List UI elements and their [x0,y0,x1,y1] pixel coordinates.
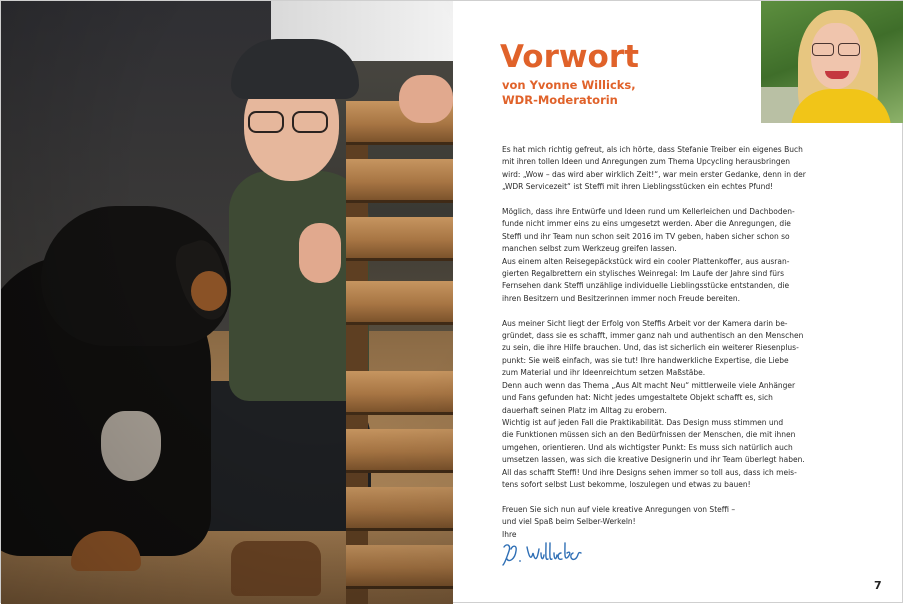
foreword-body [502,144,820,541]
text-line: Wichtig ist auf jeden Fall die Praktikabilität. Das Design muss stimmen und [502,417,784,427]
text-line: Es hat mich richtig gefreut, als ich hörte, dass Stefanie Treiber ein eigenes Buch [502,145,803,154]
text-line: Freuen Sie sich nun auf viele kreative Anregungen von Steffi – [502,504,736,514]
handwritten-signature [501,539,601,569]
paragraph [502,318,820,492]
text-line: dauerhaft seinen Platz im Alltag zu erobern. [502,405,667,415]
portrait-glasses [809,43,863,57]
closing-lines [502,504,820,541]
page-number: 7 [874,579,882,592]
paragraph [502,206,820,305]
photo-vignette [1,1,453,604]
text-line: mit ihren tollen Ideen und Anregungen zum Thema Upcycling herausbringen [502,157,790,167]
text-line: und viel Spaß beim Selber-Werkeln! [502,517,636,527]
woman-dog-crate-photo [1,1,453,604]
text-line: gierten Regalbrettern ein stylisches Weinregal: Im Laufe der Jahre sind fürs [502,269,784,279]
text-line: Aus meiner Sicht liegt der Erfolg von Steffis Arbeit vor der Kamera darin be- [502,318,788,328]
text-line: tens sofort selbst Lust bekomme, loszulegen und etwas zu bauen! [502,479,751,489]
text-line: umsetzen lassen, was sich die kreative Designerin und ihr Team überlegt haben. [502,455,805,465]
author-subtitle [502,78,636,108]
text-line: funde nicht immer eins zu eins umgesetzt werden. Aber die Anregungen, die [502,219,791,229]
text-line: und Fans gefunden hat: Nicht jedes umgestaltete Objekt schafft es, sich [502,393,773,403]
text-line: umgehen, orientieren. Und als wichtigster Punkt: Es muss sich natürlich auch [502,442,793,452]
subtitle-line: von Yvonne Willicks, [502,78,636,92]
author-portrait [761,1,903,123]
text-line: punkt: Sie weiß einfach, was sie tut! Ihre handwerkliche Expertise, die Liebe [502,355,789,365]
text-line: Steffi und ihr Team nun schon seit 2016 im TV geben, haben sicher schon so [502,231,790,241]
text-line: Fernsehen dank Steffi unzählige individuelle Lieblingsstücke entstanden, die [502,281,790,291]
subtitle-line: WDR-Moderatorin [502,93,618,107]
paragraph [502,144,820,194]
page-title: Vorwort [500,39,639,75]
text-line: manchen selbst zum Werkzeug greifen lassen. [502,244,677,254]
text-line: Möglich, dass ihre Entwürfe und Ideen rund um Kellerleichen und Dachboden- [502,207,795,217]
text-line: gründet, dass sie es schafft, immer ganz nah und authentisch an den Menschen [502,331,804,341]
text-line: „WDR Servicezeit“ ist Steffi mit ihren Lieblingsstücken ein echtes Pfund! [502,182,774,192]
text-line: All das schafft Steffi! Und ihre Designs sehen immer so toll aus, dass ich meis- [502,467,797,477]
text-line: Denn auch wenn das Thema „Aus Alt macht Neu“ mittlerweile viele Anhänger [502,380,796,390]
text-line: Aus einem alten Reisegepäckstück wird ein cooler Plattenkoffer, aus ausran- [502,256,790,266]
text-line: ihren Besitzern und Besitzerinnen immer noch Freude bereiten. [502,293,741,303]
text-line: zum Material und ihr Ideenreichtum setzen Maßstäbe. [502,368,706,378]
text-line: die Funktionen müssen sich an den Bedürfnissen der Menschen, die mit ihnen [502,430,796,440]
text-line: zu sein, die ihre Hilfe brauchen. Und, das ist sicherlich ein weiterer Riesenplus- [502,343,799,353]
text-line: wird: „Wow – das wird aber wirklich Zeit!“, war mein erster Gedanke, denn in der [502,169,806,179]
text-line: Ihre [502,529,517,539]
